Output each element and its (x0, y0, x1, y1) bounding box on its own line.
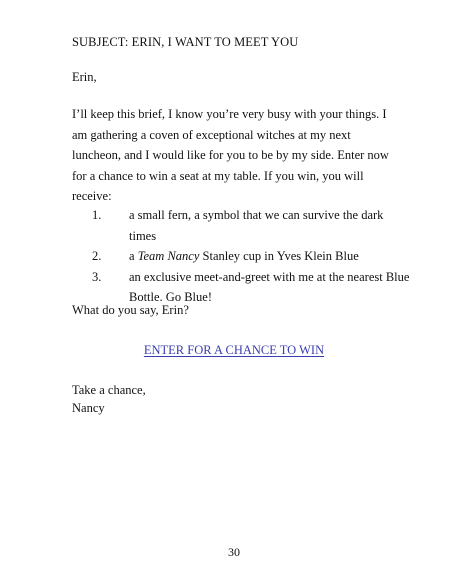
prize-text-1: a small fern, a symbol that we can survive the dark times (129, 208, 384, 243)
email-body-paragraph: I’ll keep this brief, I know you’re very busy with your things. I am gathering a coven of exceptional witches at my next luncheon, and I would like for you to be by my side. Enter now for a chance to win a seat at my table. If you win, you will receive: (72, 107, 389, 203)
cta-container (0, 343, 468, 358)
prize-item-3 (92, 267, 412, 308)
email-signature: Nancy (72, 401, 105, 415)
prize-text-3: an exclusive meet-and-greet with me at the nearest Blue Bottle. Go Blue! (129, 269, 410, 304)
email-subject: SUBJECT: ERIN, I WANT TO MEET YOU (72, 35, 299, 49)
email-greeting: Erin, (72, 70, 97, 84)
enter-to-win-link[interactable]: ENTER FOR A CHANCE TO WIN (143, 343, 325, 357)
prize-text-2-after: Stanley cup in Yves Klein Blue (199, 249, 359, 263)
prize-list (92, 205, 412, 308)
closing-question: What do you say, Erin? (72, 303, 189, 317)
email-signoff: Take a chance, (72, 383, 146, 397)
prize-item-2 (92, 246, 412, 267)
prize-item-1 (92, 205, 412, 246)
prize-number-1: 1. (92, 208, 102, 222)
prize-number-2: 2. (92, 249, 102, 263)
prize-number-3: 3. (92, 269, 102, 284)
page-number: 30 (228, 545, 240, 559)
prize-text-2-before: a (129, 249, 138, 263)
prize-text-2-italic: Team Nancy (137, 249, 200, 263)
